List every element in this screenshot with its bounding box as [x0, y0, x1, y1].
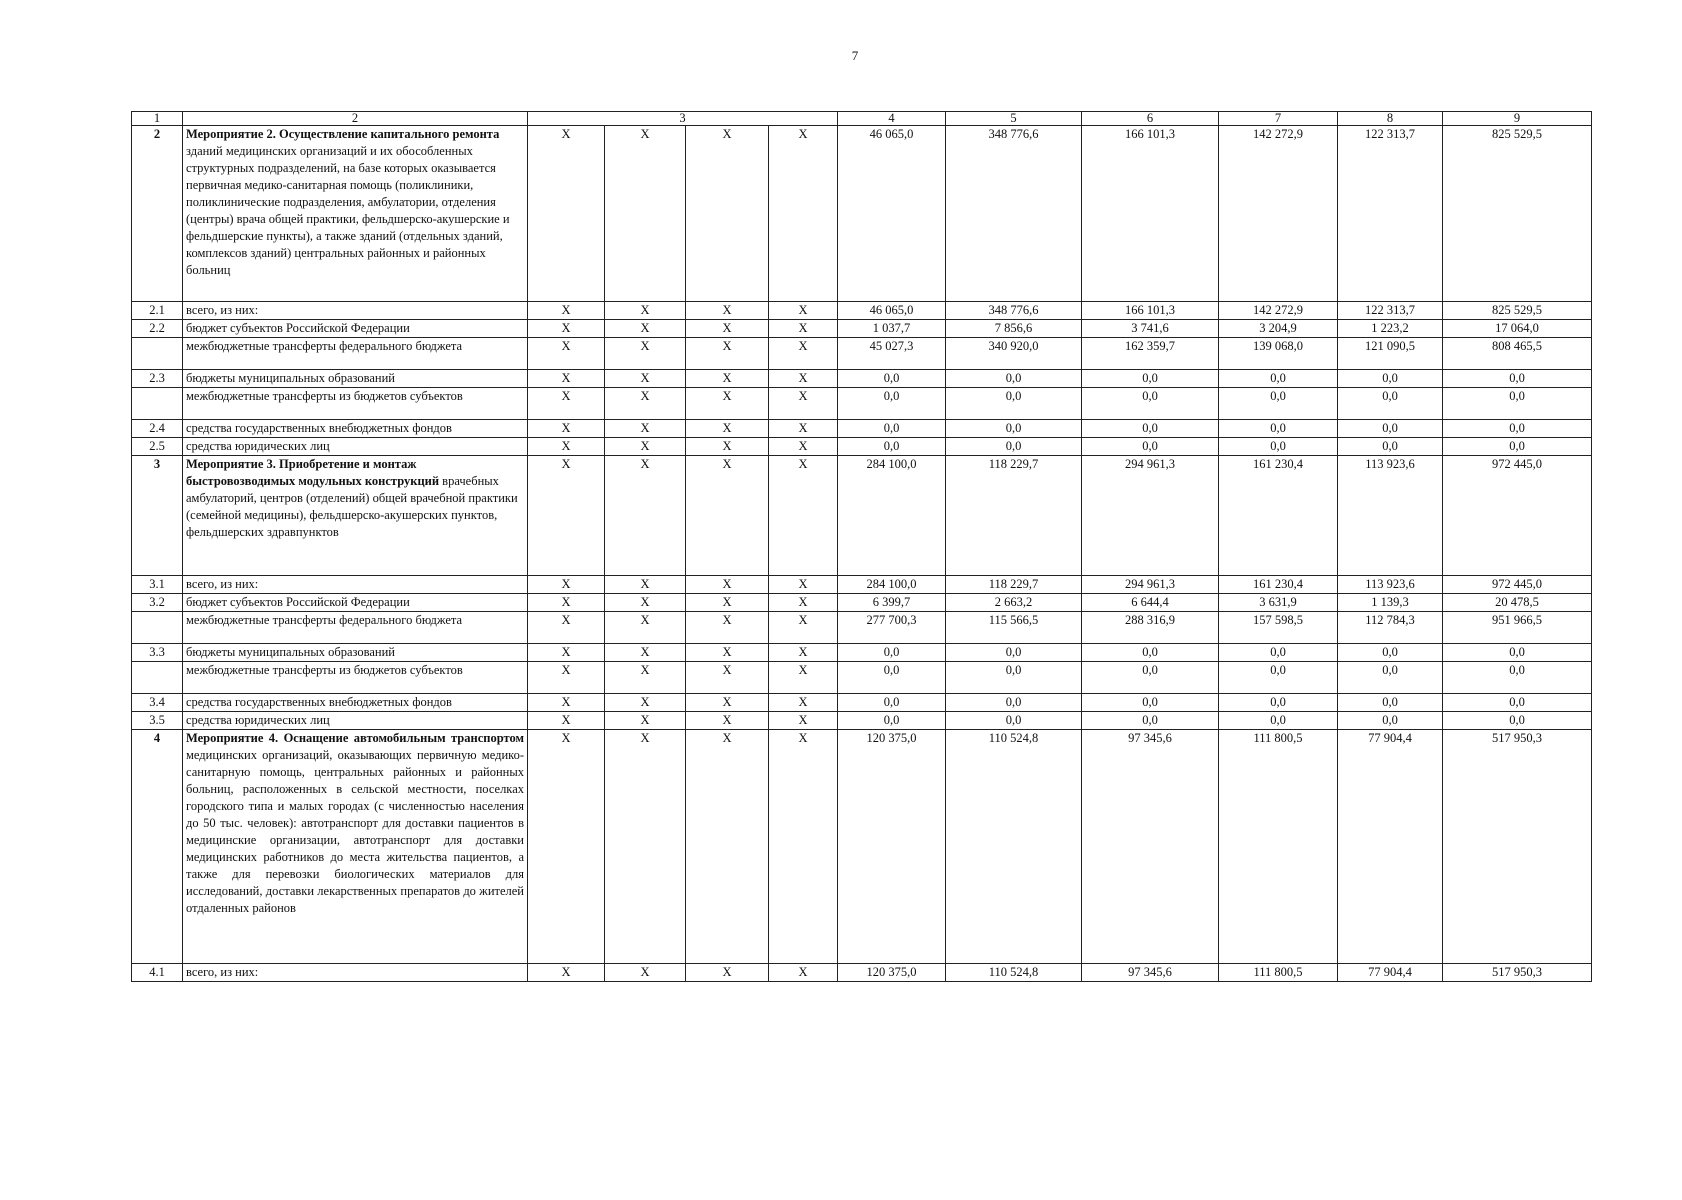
x-mark-cell: X	[605, 438, 686, 456]
row-description	[183, 126, 528, 302]
table-row	[132, 644, 1592, 662]
x-mark-cell: X	[686, 644, 769, 662]
x-mark-cell: X	[528, 388, 605, 420]
x-mark-cell: X	[528, 712, 605, 730]
value-cell: 0,0	[1338, 662, 1443, 694]
x-mark-cell: X	[769, 964, 838, 982]
x-mark-cell: X	[769, 302, 838, 320]
row-number: 3.2	[132, 594, 183, 612]
value-cell: 0,0	[1338, 712, 1443, 730]
x-mark-cell: X	[686, 576, 769, 594]
row-description	[183, 338, 528, 370]
x-mark-cell: X	[605, 594, 686, 612]
header-cell: 9	[1443, 112, 1592, 126]
description-text: всего, из них:	[186, 965, 259, 979]
value-cell: 157 598,5	[1219, 612, 1338, 644]
x-mark-cell: X	[686, 612, 769, 644]
value-cell: 110 524,8	[946, 730, 1082, 964]
description-text: межбюджетные трансферты из бюджетов субъектов	[186, 389, 463, 403]
table-row	[132, 388, 1592, 420]
x-mark-cell: X	[686, 662, 769, 694]
value-cell: 46 065,0	[838, 302, 946, 320]
value-cell: 97 345,6	[1082, 730, 1219, 964]
description-text: средства государственных внебюджетных фондов	[186, 695, 452, 709]
x-mark-cell: X	[769, 644, 838, 662]
x-mark-cell: X	[769, 338, 838, 370]
row-number: 3.3	[132, 644, 183, 662]
value-cell: 6 644,4	[1082, 594, 1219, 612]
value-cell: 111 800,5	[1219, 730, 1338, 964]
value-cell: 166 101,3	[1082, 302, 1219, 320]
x-mark-cell: X	[528, 126, 605, 302]
value-cell: 288 316,9	[1082, 612, 1219, 644]
x-mark-cell: X	[686, 694, 769, 712]
description-text: бюджеты муниципальных образований	[186, 371, 395, 385]
value-cell: 0,0	[838, 420, 946, 438]
value-cell: 120 375,0	[838, 964, 946, 982]
row-number: 3	[132, 456, 183, 576]
value-cell: 0,0	[1082, 644, 1219, 662]
value-cell: 0,0	[1082, 694, 1219, 712]
value-cell: 161 230,4	[1219, 576, 1338, 594]
value-cell: 0,0	[838, 644, 946, 662]
x-mark-cell: X	[686, 456, 769, 576]
value-cell: 77 904,4	[1338, 730, 1443, 964]
value-cell: 0,0	[1219, 420, 1338, 438]
x-mark-cell: X	[528, 662, 605, 694]
value-cell: 112 784,3	[1338, 612, 1443, 644]
row-number: 2.1	[132, 302, 183, 320]
value-cell: 0,0	[838, 712, 946, 730]
x-mark-cell: X	[528, 420, 605, 438]
value-cell: 0,0	[1443, 388, 1592, 420]
table-row	[132, 662, 1592, 694]
x-mark-cell: X	[605, 420, 686, 438]
x-mark-cell: X	[686, 302, 769, 320]
x-mark-cell: X	[528, 576, 605, 594]
value-cell: 6 399,7	[838, 594, 946, 612]
x-mark-cell: X	[769, 370, 838, 388]
header-cell: 4	[838, 112, 946, 126]
value-cell: 0,0	[1443, 694, 1592, 712]
x-mark-cell: X	[605, 576, 686, 594]
value-cell: 0,0	[1338, 694, 1443, 712]
row-number	[132, 338, 183, 370]
row-description	[183, 388, 528, 420]
value-cell: 348 776,6	[946, 302, 1082, 320]
value-cell: 972 445,0	[1443, 576, 1592, 594]
x-mark-cell: X	[686, 964, 769, 982]
description-text: врачебных амбулаторий, центров (отделений) общей врачебной практики (семейной медицины), фельдшерско-акушерских пунктов, фельдшерских здравпунктов	[186, 474, 518, 539]
x-mark-cell: X	[528, 964, 605, 982]
x-mark-cell: X	[686, 420, 769, 438]
value-cell: 0,0	[946, 388, 1082, 420]
value-cell: 111 800,5	[1219, 964, 1338, 982]
row-description	[183, 712, 528, 730]
value-cell: 0,0	[838, 370, 946, 388]
value-cell: 118 229,7	[946, 456, 1082, 576]
x-mark-cell: X	[605, 612, 686, 644]
table-row	[132, 612, 1592, 644]
value-cell: 0,0	[1219, 712, 1338, 730]
row-description	[183, 370, 528, 388]
x-mark-cell: X	[769, 320, 838, 338]
value-cell: 0,0	[1338, 644, 1443, 662]
table-row	[132, 338, 1592, 370]
value-cell: 825 529,5	[1443, 302, 1592, 320]
x-mark-cell: X	[769, 456, 838, 576]
x-mark-cell: X	[769, 712, 838, 730]
x-mark-cell: X	[605, 302, 686, 320]
value-cell: 97 345,6	[1082, 964, 1219, 982]
row-description	[183, 594, 528, 612]
value-cell: 3 631,9	[1219, 594, 1338, 612]
description-text: межбюджетные трансферты федерального бюджета	[186, 613, 463, 627]
value-cell: 825 529,5	[1443, 126, 1592, 302]
value-cell: 162 359,7	[1082, 338, 1219, 370]
header-cell: 2	[183, 112, 528, 126]
value-cell: 340 920,0	[946, 338, 1082, 370]
value-cell: 166 101,3	[1082, 126, 1219, 302]
value-cell: 0,0	[1082, 420, 1219, 438]
description-text: всего, из них:	[186, 577, 259, 591]
description-text: медицинских организаций, оказывающих первичную медико-санитарную помощь, центральных районных и районных больниц, расположенных в сельской местности, поселках городского типа и малых городах (с численностью населения до 50 тыс. человек): автотранспорт для доставки пациентов в медицинские организации, автотранспорт для доставки медицинских работников до места жительства пациентов, а также для перевозки биологических материалов для исследований, доставки лекарственных препаратов до жителей отдаленных районов	[186, 748, 524, 915]
description-text: зданий медицинских организаций и их обособленных структурных подразделений, на базе которых оказывается первичная медико-санитарная помощь (поликлиники, поликлинические подразделения, амбулатории, отделения (центры) врача общей практики, фельдшерско-акушерские и фельдшерские пункты), а также зданий (отдельных зданий, комплексов зданий) центральных районных и районных больниц	[186, 144, 510, 277]
x-mark-cell: X	[686, 438, 769, 456]
row-description	[183, 964, 528, 982]
value-cell: 118 229,7	[946, 576, 1082, 594]
table-row	[132, 964, 1592, 982]
value-cell: 0,0	[1443, 644, 1592, 662]
value-cell: 0,0	[946, 438, 1082, 456]
x-mark-cell: X	[686, 370, 769, 388]
value-cell: 517 950,3	[1443, 964, 1592, 982]
description-text: средства государственных внебюджетных фондов	[186, 421, 452, 435]
value-cell: 0,0	[1082, 712, 1219, 730]
x-mark-cell: X	[528, 730, 605, 964]
x-mark-cell: X	[769, 438, 838, 456]
row-description	[183, 576, 528, 594]
table-row	[132, 126, 1592, 302]
value-cell: 0,0	[1219, 644, 1338, 662]
x-mark-cell: X	[605, 126, 686, 302]
value-cell: 2 663,2	[946, 594, 1082, 612]
value-cell: 115 566,5	[946, 612, 1082, 644]
x-mark-cell: X	[528, 612, 605, 644]
value-cell: 1 037,7	[838, 320, 946, 338]
table-row	[132, 320, 1592, 338]
row-description	[183, 420, 528, 438]
row-number: 3.4	[132, 694, 183, 712]
x-mark-cell: X	[769, 388, 838, 420]
description-text: бюджеты муниципальных образований	[186, 645, 395, 659]
value-cell: 3 204,9	[1219, 320, 1338, 338]
value-cell: 0,0	[1443, 420, 1592, 438]
value-cell: 7 856,6	[946, 320, 1082, 338]
description-text: бюджет субъектов Российской Федерации	[186, 595, 410, 609]
x-mark-cell: X	[605, 320, 686, 338]
measure-title: Мероприятие 3. Приобретение и монтаж быстровозводимых модульных конструкций	[186, 457, 440, 488]
value-cell: 0,0	[1338, 388, 1443, 420]
x-mark-cell: X	[605, 338, 686, 370]
row-number: 2.2	[132, 320, 183, 338]
row-number: 2.5	[132, 438, 183, 456]
header-cell: 7	[1219, 112, 1338, 126]
row-description	[183, 320, 528, 338]
x-mark-cell: X	[769, 662, 838, 694]
value-cell: 0,0	[946, 420, 1082, 438]
x-mark-cell: X	[528, 456, 605, 576]
value-cell: 113 923,6	[1338, 576, 1443, 594]
x-mark-cell: X	[528, 302, 605, 320]
row-description	[183, 438, 528, 456]
value-cell: 1 139,3	[1338, 594, 1443, 612]
table-row	[132, 712, 1592, 730]
x-mark-cell: X	[686, 712, 769, 730]
value-cell: 0,0	[1443, 662, 1592, 694]
table-row	[132, 594, 1592, 612]
value-cell: 808 465,5	[1443, 338, 1592, 370]
value-cell: 0,0	[838, 694, 946, 712]
value-cell: 113 923,6	[1338, 456, 1443, 576]
value-cell: 0,0	[1443, 712, 1592, 730]
x-mark-cell: X	[686, 594, 769, 612]
table-row	[132, 456, 1592, 576]
value-cell: 0,0	[1338, 438, 1443, 456]
value-cell: 0,0	[838, 662, 946, 694]
value-cell: 0,0	[946, 712, 1082, 730]
table-row	[132, 730, 1592, 964]
x-mark-cell: X	[769, 420, 838, 438]
value-cell: 972 445,0	[1443, 456, 1592, 576]
value-cell: 277 700,3	[838, 612, 946, 644]
value-cell: 17 064,0	[1443, 320, 1592, 338]
value-cell: 20 478,5	[1443, 594, 1592, 612]
value-cell: 0,0	[1219, 662, 1338, 694]
description-text: межбюджетные трансферты из бюджетов субъектов	[186, 663, 463, 677]
x-mark-cell: X	[605, 644, 686, 662]
value-cell: 0,0	[1219, 388, 1338, 420]
x-mark-cell: X	[605, 370, 686, 388]
value-cell: 0,0	[1082, 662, 1219, 694]
row-number: 3.1	[132, 576, 183, 594]
value-cell: 46 065,0	[838, 126, 946, 302]
table-row	[132, 694, 1592, 712]
value-cell: 951 966,5	[1443, 612, 1592, 644]
x-mark-cell: X	[605, 712, 686, 730]
value-cell: 122 313,7	[1338, 126, 1443, 302]
description-text: средства юридических лиц	[186, 439, 330, 453]
row-description	[183, 302, 528, 320]
value-cell: 45 027,3	[838, 338, 946, 370]
value-cell: 110 524,8	[946, 964, 1082, 982]
table-row	[132, 576, 1592, 594]
x-mark-cell: X	[769, 576, 838, 594]
value-cell: 517 950,3	[1443, 730, 1592, 964]
row-description	[183, 662, 528, 694]
value-cell: 0,0	[838, 438, 946, 456]
x-mark-cell: X	[769, 594, 838, 612]
value-cell: 294 961,3	[1082, 576, 1219, 594]
value-cell: 120 375,0	[838, 730, 946, 964]
value-cell: 122 313,7	[1338, 302, 1443, 320]
row-number: 2.3	[132, 370, 183, 388]
value-cell: 0,0	[1443, 370, 1592, 388]
measure-title: Мероприятие 4. Оснащение автомобильным транспортом	[186, 731, 524, 745]
value-cell: 77 904,4	[1338, 964, 1443, 982]
x-mark-cell: X	[686, 126, 769, 302]
x-mark-cell: X	[528, 694, 605, 712]
row-description	[183, 456, 528, 576]
x-mark-cell: X	[605, 964, 686, 982]
value-cell: 0,0	[946, 644, 1082, 662]
row-number: 2.4	[132, 420, 183, 438]
description-text: межбюджетные трансферты федерального бюджета	[186, 339, 463, 353]
row-description	[183, 612, 528, 644]
row-number	[132, 612, 183, 644]
value-cell: 142 272,9	[1219, 302, 1338, 320]
x-mark-cell: X	[528, 594, 605, 612]
value-cell: 0,0	[1338, 420, 1443, 438]
description-text: бюджет субъектов Российской Федерации	[186, 321, 410, 335]
value-cell: 348 776,6	[946, 126, 1082, 302]
header-row	[132, 112, 1592, 126]
row-number	[132, 388, 183, 420]
header-cell: 8	[1338, 112, 1443, 126]
x-mark-cell: X	[769, 126, 838, 302]
x-mark-cell: X	[528, 320, 605, 338]
budget-table	[131, 111, 1592, 982]
x-mark-cell: X	[605, 730, 686, 964]
value-cell: 284 100,0	[838, 456, 946, 576]
header-cell: 3	[528, 112, 838, 126]
table-row	[132, 420, 1592, 438]
value-cell: 294 961,3	[1082, 456, 1219, 576]
x-mark-cell: X	[528, 370, 605, 388]
x-mark-cell: X	[528, 338, 605, 370]
row-description	[183, 694, 528, 712]
value-cell: 0,0	[1082, 388, 1219, 420]
value-cell: 0,0	[1443, 438, 1592, 456]
measure-title: Мероприятие 2. Осуществление капитального ремонта	[186, 127, 500, 141]
value-cell: 284 100,0	[838, 576, 946, 594]
value-cell: 161 230,4	[1219, 456, 1338, 576]
x-mark-cell: X	[686, 388, 769, 420]
x-mark-cell: X	[528, 644, 605, 662]
value-cell: 0,0	[838, 388, 946, 420]
row-number	[132, 662, 183, 694]
table-row	[132, 438, 1592, 456]
x-mark-cell: X	[686, 730, 769, 964]
x-mark-cell: X	[605, 662, 686, 694]
row-description	[183, 730, 528, 964]
x-mark-cell: X	[528, 438, 605, 456]
table-row	[132, 370, 1592, 388]
value-cell: 1 223,2	[1338, 320, 1443, 338]
value-cell: 139 068,0	[1219, 338, 1338, 370]
value-cell: 0,0	[1219, 694, 1338, 712]
value-cell: 0,0	[1082, 370, 1219, 388]
row-number: 4	[132, 730, 183, 964]
value-cell: 0,0	[946, 694, 1082, 712]
x-mark-cell: X	[605, 388, 686, 420]
x-mark-cell: X	[769, 694, 838, 712]
description-text: всего, из них:	[186, 303, 259, 317]
value-cell: 0,0	[1219, 438, 1338, 456]
header-cell: 6	[1082, 112, 1219, 126]
value-cell: 142 272,9	[1219, 126, 1338, 302]
x-mark-cell: X	[686, 338, 769, 370]
value-cell: 0,0	[946, 370, 1082, 388]
description-text: средства юридических лиц	[186, 713, 330, 727]
value-cell: 0,0	[1082, 438, 1219, 456]
x-mark-cell: X	[769, 612, 838, 644]
page-number: 7	[851, 48, 859, 63]
value-cell: 121 090,5	[1338, 338, 1443, 370]
row-number: 3.5	[132, 712, 183, 730]
header-cell: 5	[946, 112, 1082, 126]
x-mark-cell: X	[605, 456, 686, 576]
value-cell: 0,0	[1219, 370, 1338, 388]
row-description	[183, 644, 528, 662]
x-mark-cell: X	[686, 320, 769, 338]
table-row	[132, 302, 1592, 320]
row-number: 4.1	[132, 964, 183, 982]
row-number: 2	[132, 126, 183, 302]
value-cell: 0,0	[1338, 370, 1443, 388]
x-mark-cell: X	[769, 730, 838, 964]
value-cell: 0,0	[946, 662, 1082, 694]
x-mark-cell: X	[605, 694, 686, 712]
value-cell: 3 741,6	[1082, 320, 1219, 338]
header-cell: 1	[132, 112, 183, 126]
